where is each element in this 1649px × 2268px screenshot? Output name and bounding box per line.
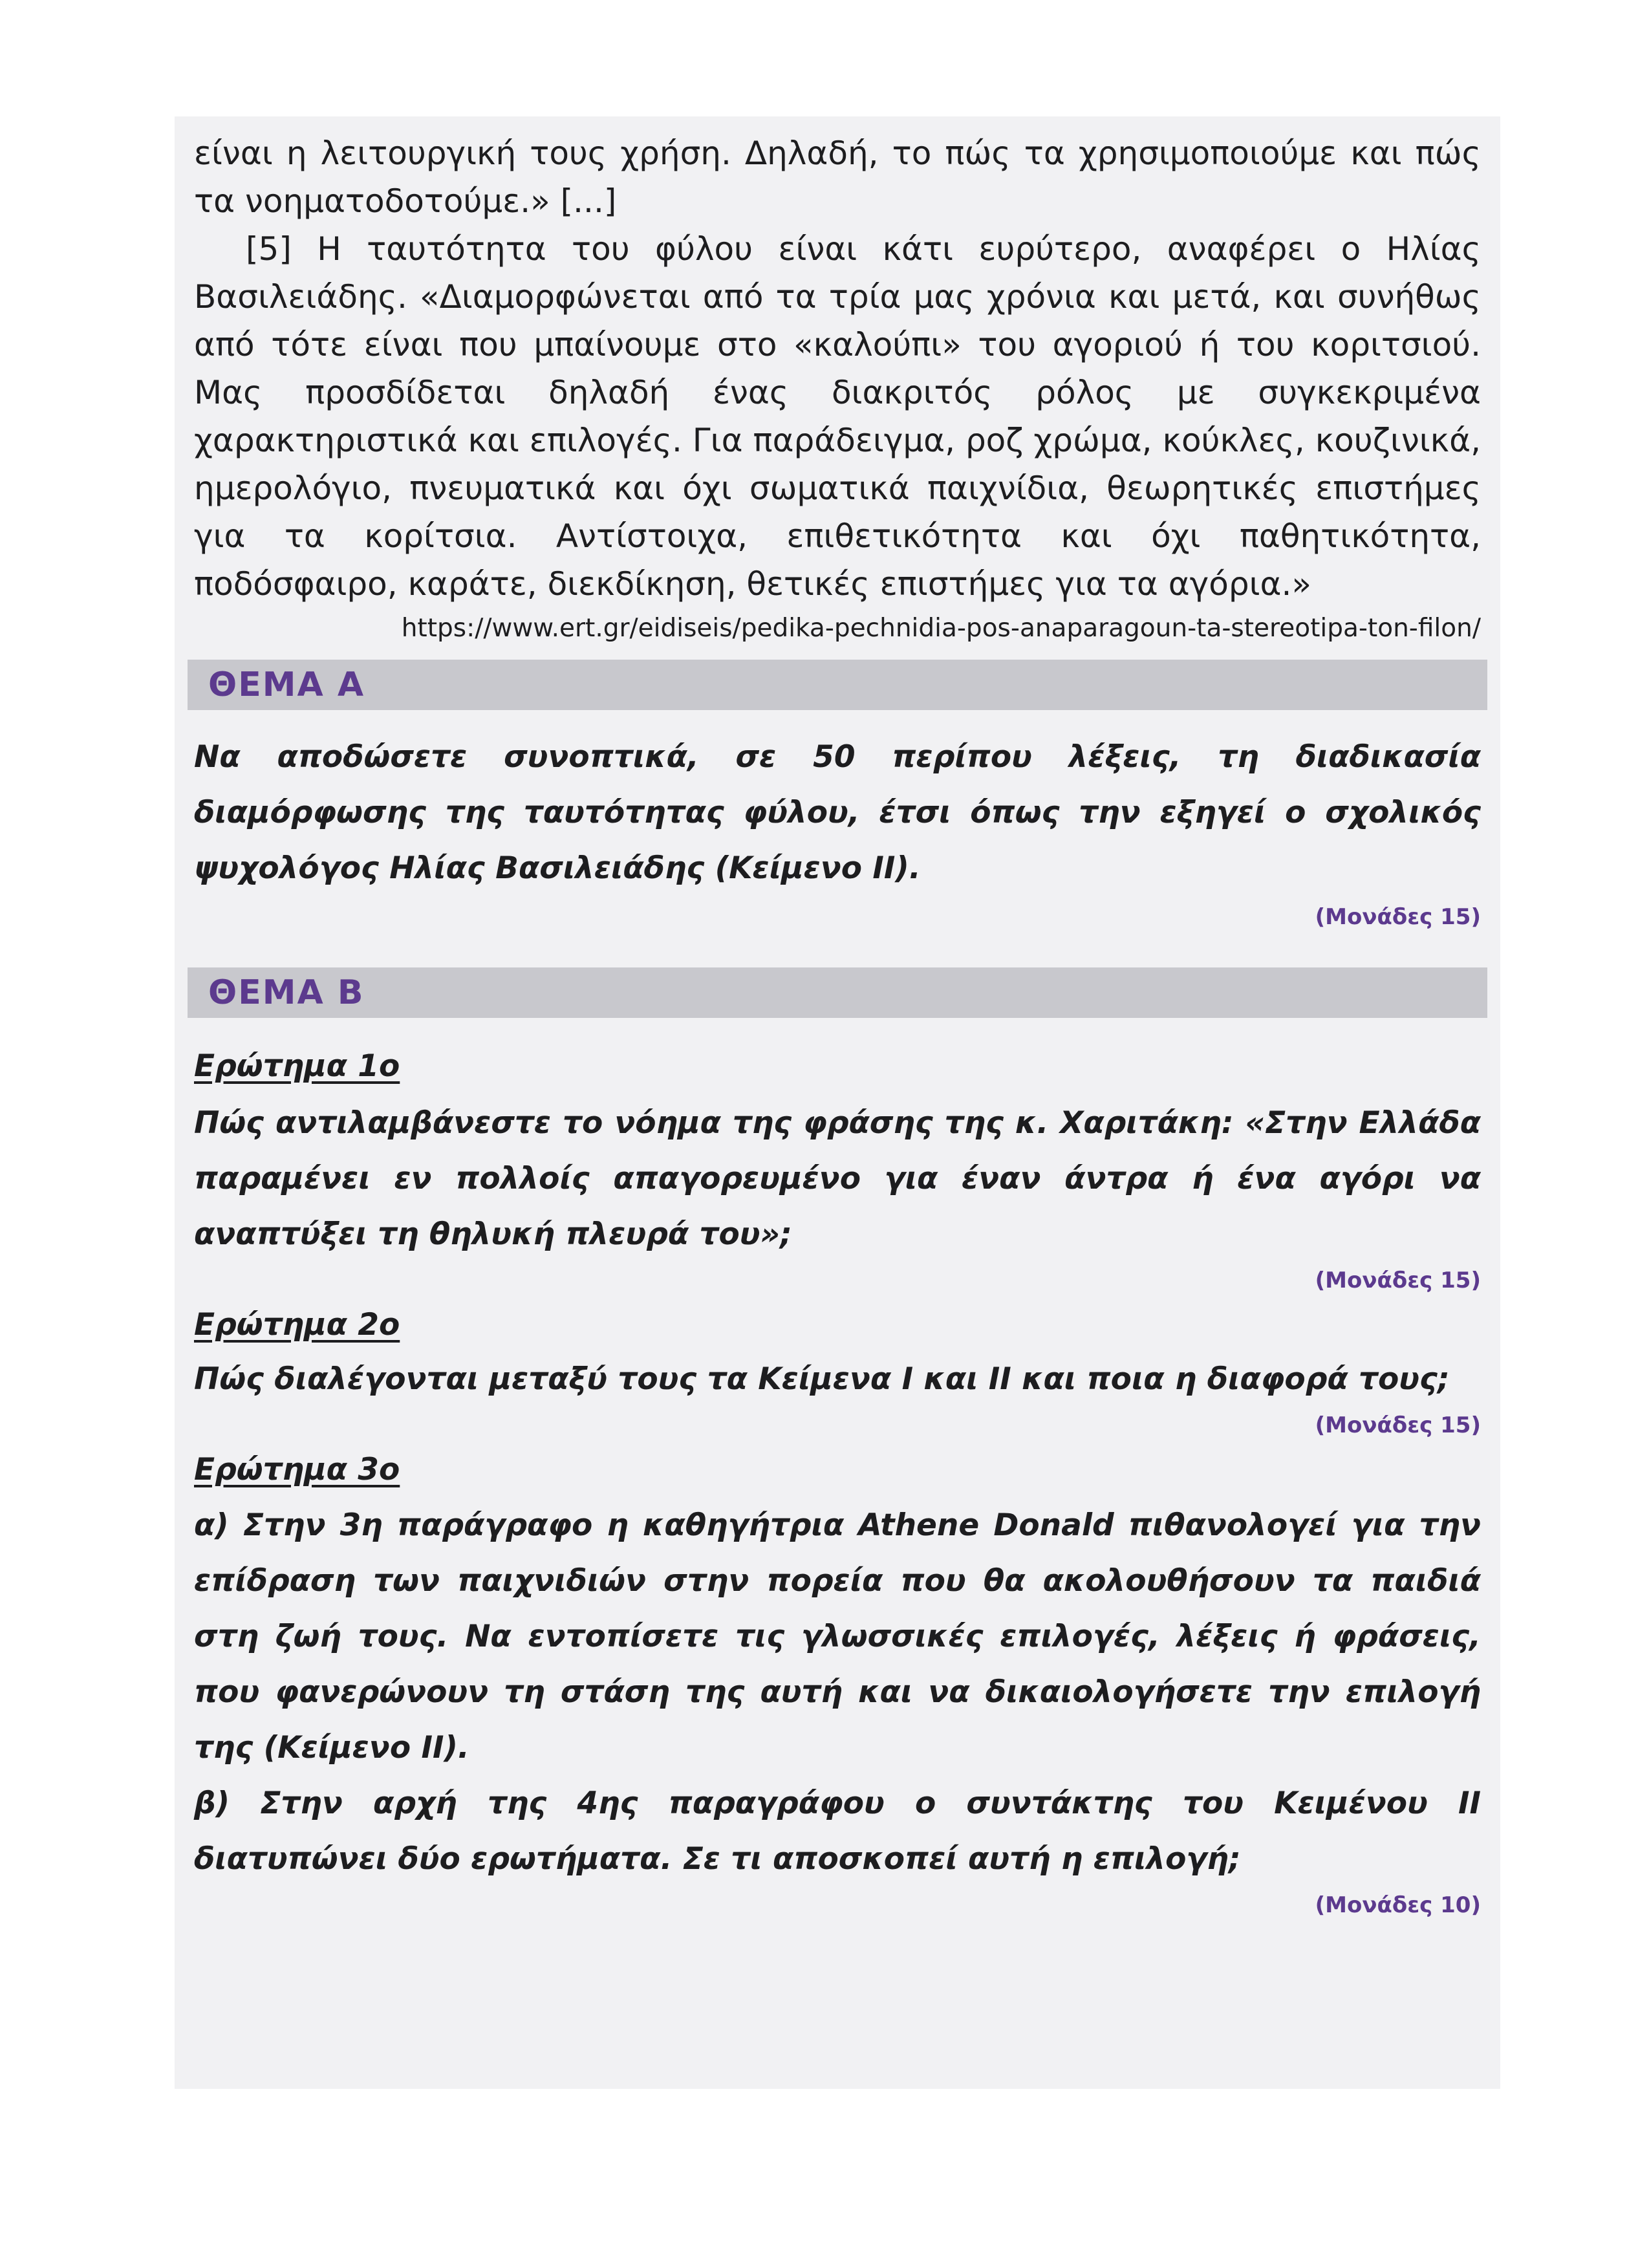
- question-3-part-a: α) Στην 3η παράγραφο η καθηγήτρια Athene Donald πιθανολογεί για την επίδραση των παιχνιδιών στην πορεία που θα ακολουθήσουν τα παιδιά στη ζωή τους. Να εντοπίσετε τις γλωσσικές επιλογές, λέξεις ή φράσεις, που φανερώνουν τη στάση της αυτή και να δικαιολογήσετε την επιλογή της (Κείμενο ΙΙ).: [194, 1507, 1481, 1766]
- question-3-label: Ερώτημα 3ο: [194, 1452, 400, 1487]
- page-content: [194, 129, 1481, 1923]
- question-1-label: Ερώτημα 1ο: [194, 1048, 400, 1084]
- question-1-text: Πώς αντιλαμβάνεστε το νόημα της φράσης της κ. Χαριτάκη: «Στην Ελλάδα παραμένει εν πολλοίς απαγορευμένο για έναν άντρα ή ένα αγόρι να αναπτύξει τη θηλυκή πλευρά του»;: [194, 1105, 1481, 1252]
- question-2-label: Ερώτημα 2ο: [194, 1307, 400, 1343]
- thema-b-title: ΘΕΜΑ Β: [208, 973, 365, 1012]
- thema-a-title: ΘΕΜΑ Α: [208, 665, 365, 704]
- question-2-text: Πώς διαλέγονται μεταξύ τους τα Κείμενα Ι και ΙΙ και ποια η διαφορά τους;: [194, 1361, 1450, 1397]
- question-3-units: (Μονάδες 10): [1315, 1892, 1481, 1918]
- question-3-part-b: β) Στην αρχή της 4ης παραγράφου ο συντάκτης του Κειμένου ΙΙ διατυπώνει δύο ερωτήματα. Σε τι αποσκοπεί αυτή η επιλογή;: [194, 1786, 1481, 1877]
- thema-a-header: [188, 660, 1487, 710]
- thema-b-header: [188, 967, 1487, 1018]
- thema-a-units: (Μονάδες 15): [1315, 904, 1481, 930]
- source-url: https://www.ert.gr/eidiseis/pedika-pechnidia-pos-anaparagoun-ta-stereotipa-ton-filon/: [401, 614, 1481, 643]
- question-1-units: (Μονάδες 15): [1315, 1268, 1481, 1293]
- thema-a-question: Να αποδώσετε συνοπτικά, σε 50 περίπου λέξεις, τη διαδικασία διαμόρφωσης της ταυτότητας φύλου, έτσι όπως την εξηγεί ο σχολικός ψυχολόγος Ηλίας Βασιλειάδης (Κείμενο ΙΙ).: [194, 739, 1481, 886]
- passage-continuation: είναι η λειτουργική τους χρήση. Δηλαδή, το πώς τα χρησιμοποιούμε και πώς τα νοηματοδοτούμε.» [...]: [194, 135, 1481, 220]
- passage-paragraph-5: [5] Η ταυτότητα του φύλου είναι κάτι ευρύτερο, αναφέρει ο Ηλίας Βασιλειάδης. «Διαμορφώνεται από τα τρία μας χρόνια και μετά, και συνήθως από τότε είναι που μπαίνουμε στο «καλούπι» του αγοριού ή του κοριτσιού. Μας προσδίδεται δηλαδή ένας διακριτός ρόλος με συγκεκριμένα χαρακτηριστικά και επιλογές. Για παράδειγμα, ροζ χρώμα, κούκλες, κουζινικά, ημερολόγιο, πνευματικά και όχι σωματικά παιχνίδια, θεωρητικές επιστήμες για τα κορίτσια. Αντίστοιχα, επιθετικότητα και όχι παθητικότητα, ποδόσφαιρο, καράτε, διεκδίκηση, θετικές επιστήμες για τα αγόρια.»: [194, 230, 1481, 603]
- question-2-units: (Μονάδες 15): [1315, 1412, 1481, 1438]
